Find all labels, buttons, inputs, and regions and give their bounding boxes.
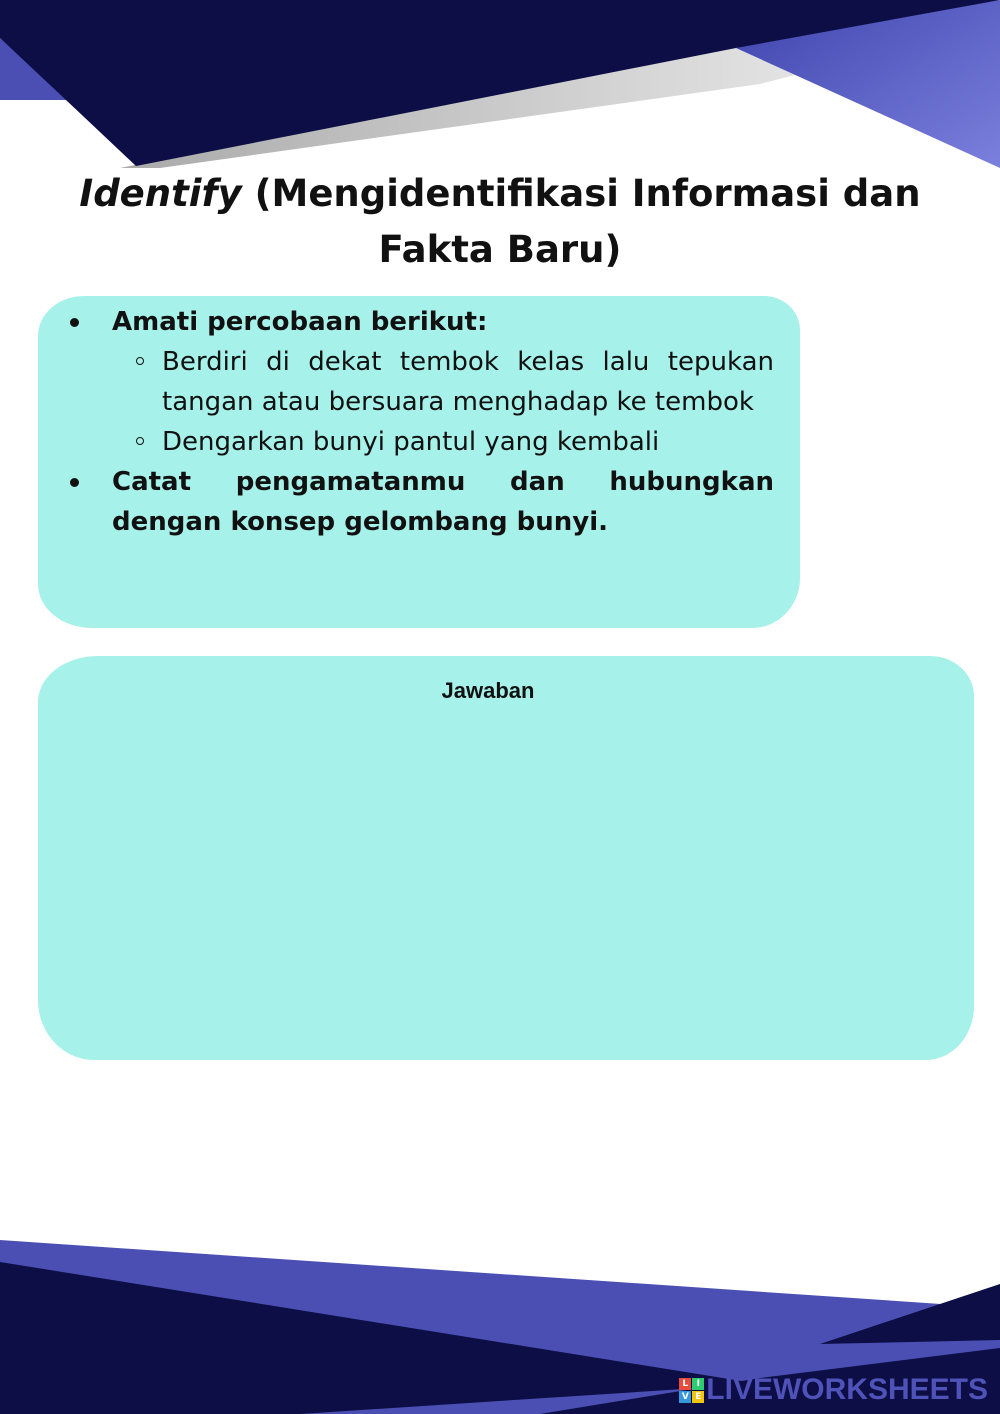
logo-letter-l: L [679,1378,691,1390]
instruction-item-observe-text: Amati percobaan berikut: [112,307,488,337]
title-rest: (Mengidentifikasi Informasi dan Fakta Baru) [241,172,921,271]
instruction-item-record: Catat pengamatanmu dan hubungkan dengan konsep gelombang bunyi. [96,462,774,542]
instructions-box [38,296,800,628]
logo-letter-v: V [679,1391,691,1403]
observe-steps-list [112,342,774,462]
logo-icon [679,1378,704,1403]
logo-letter-i: I [692,1378,704,1390]
page-title [20,166,980,278]
instruction-item-observe [96,302,774,462]
title-italic-word: Identify [79,172,242,215]
observe-step-listen: Dengarkan bunyi pantul yang kembali [162,422,774,462]
instruction-list [96,302,774,542]
logo-letter-e: E [692,1391,704,1403]
answer-box[interactable] [38,656,974,1060]
answer-label: Jawaban [441,678,535,703]
logo-wordmark: LIVEWORKSHEETS [706,1373,988,1406]
liveworksheets-logo [679,1372,988,1408]
observe-step-clap: Berdiri di dekat tembok kelas lalu tepukan tangan atau bersuara menghadap ke tembok [162,342,774,422]
